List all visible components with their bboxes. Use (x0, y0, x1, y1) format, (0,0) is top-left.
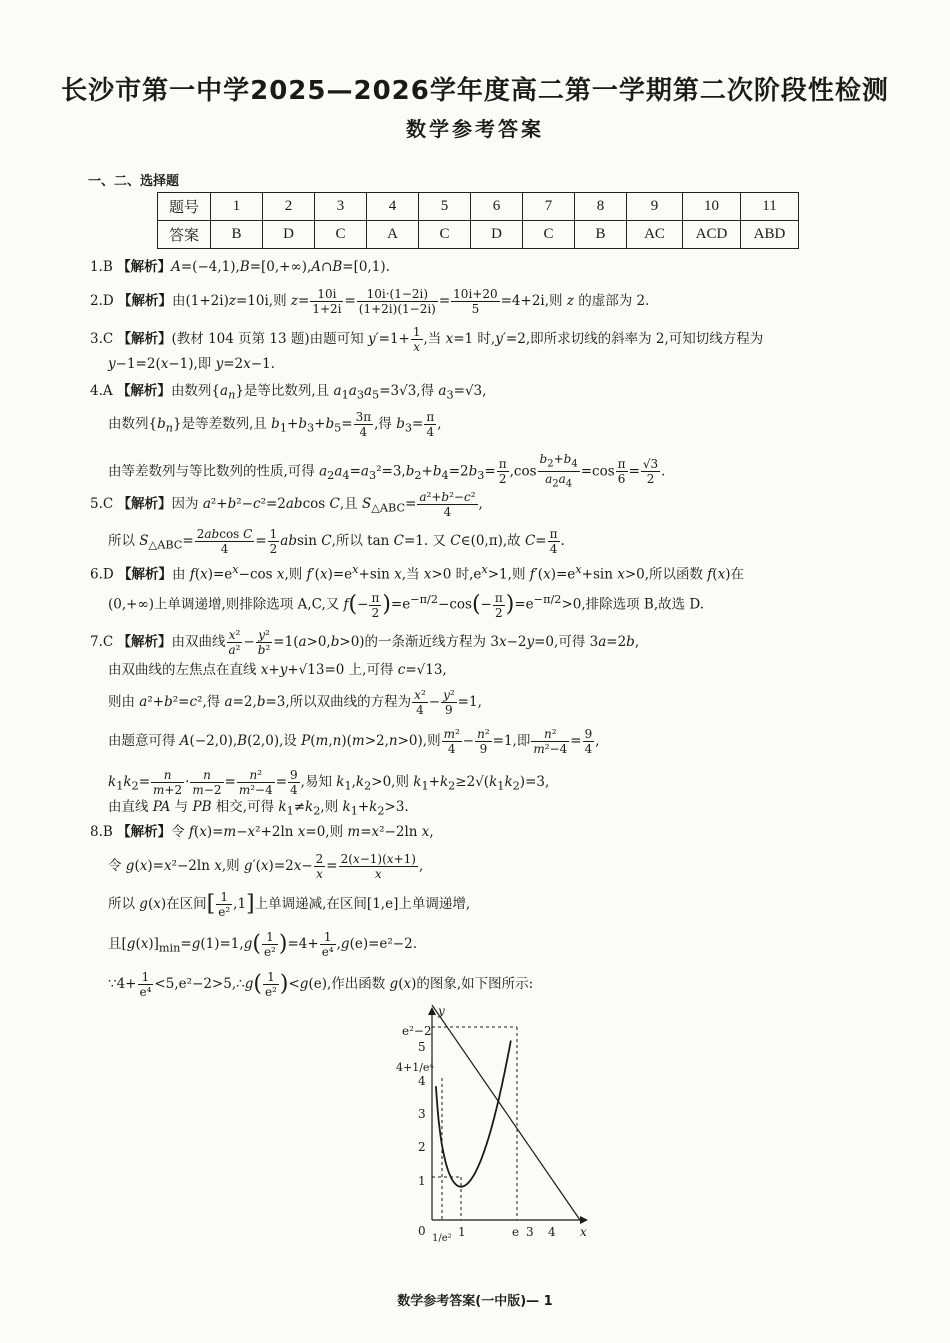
solution-7-f: 由直线 PA 与 PB 相交,可得 $k_1\ne k_2$,则 $k_1+k_2>3$. (108, 799, 409, 818)
item-number: 7.C (90, 634, 114, 650)
table-cell: ABD (741, 221, 799, 249)
x-special-label: e (512, 1225, 520, 1239)
solution-7-e: $k_1k_2=$ $\frac{n}{m+2}$ · $\frac{n}{m-2}$ = $\frac{\text{n²}}{\text{m²−4}}$ = $\frac{9}{4}$ ,易知 $k_1,k_2>0$,则 $k_1+k_2\ge 2√(k_1k_2)=3$, (108, 768, 550, 797)
solution-8-b: 令 g(x)=x²−2ln x,则 g′(x)=2x− $\frac{2}{x}$ = $\frac{2(x-1)(x+1)}{x}$ , (108, 852, 424, 881)
item-number: 2.D (90, 293, 114, 309)
x-tick-label: 4 (548, 1225, 556, 1239)
table-cell: C (523, 221, 575, 249)
table-cell: AC (627, 221, 683, 249)
x-special-label: 1/e² (432, 1233, 452, 1244)
analysis-tag: 【解析】 (118, 293, 173, 309)
y-tick-label: 2 (418, 1140, 426, 1154)
analysis-tag: 【解析】 (118, 566, 173, 583)
solution-8-d: 且$[g(x)]_{min}=g(1)=1,g$( $\frac{1}{\text{e²}}$ )=4+ $\frac{1}{\text{e⁴}}$ ,g(e)=e²−2. (108, 930, 417, 959)
item-number: 1.B (90, 259, 113, 275)
analysis-tag: 【解析】 (117, 259, 172, 275)
x-axis-arrow (580, 1216, 588, 1224)
item-number: 8.B (90, 824, 113, 840)
x-axis-label: x (580, 1225, 587, 1239)
item-number: 4.A (90, 383, 113, 399)
table-cell: 3 (315, 193, 367, 221)
page-subtitle: 数学参考答案 (406, 117, 544, 141)
solution-5-b: 所以 $S_{\triangle ABC}=$ $\frac{\text{2abcos C}}{4}$ = $\frac{1}{2}$ absin C,所以 tan C=1. 又 C∈(0,π),故 C= $\frac{\pi}{4}$ . (108, 527, 565, 556)
x-tick-label: 3 (526, 1225, 534, 1239)
y-tick-label: 4 (418, 1074, 426, 1088)
item-number: 5.C (90, 496, 114, 512)
table-cell: D (263, 221, 315, 249)
item-number: 6.D (90, 566, 114, 583)
table-cell: 8 (575, 193, 627, 221)
table-cell: 2 (263, 193, 315, 221)
table-cell: 10 (683, 193, 741, 221)
table-row (158, 193, 799, 221)
solution-3: 3.C 【解析】(教材 104 页第 13 题)由题可知 y′=1+ $\frac{1}{x}$ ,当 x=1 时,y′=2,即所求切线的斜率为 2,可知切线方程为 (90, 325, 764, 354)
g-curve (436, 1041, 511, 1187)
solution-7-b: 由双曲线的左焦点在直线 x+y+√13=0 上,可得 c=√13, (108, 662, 447, 678)
analysis-tag: 【解析】 (116, 383, 171, 399)
table-cell: D (471, 221, 523, 249)
page-title: 长沙市第一中学2025—2026学年度高二第一学期第二次阶段性检测 (61, 76, 889, 106)
y-special-label: 4+1/e⁴ (396, 1061, 434, 1074)
analysis-tag: 【解析】 (117, 634, 172, 650)
solution-6: 6.D 【解析】由 $f(x)=e^x-\cos$ x,则 $f'(x)=e^x+\sin$ x,当 x>0 时$,e^x>1$,则 $f'(x)=e^x+\sin$ x>0,所以函数 f(x)在 (90, 563, 744, 583)
solution-4-b: 由数列$\{b_n\}$是等差数列,且 $b_1+b_3+b_5=$ $\frac{3\pi}{4}$ ,得 $b_3=$ $\frac{\pi}{4}$ , (108, 410, 442, 439)
solution-8: 8.B 【解析】令 f(x)=m−x²+2ln x=0,则 m=x²−2ln x, (90, 824, 434, 840)
table-cell: 4 (367, 193, 419, 221)
solution-4: 4.A 【解析】由数列$\{a_n\}$是等比数列,且 $a_1a_3a_5=3√3$,得 $a_3=√3$, (90, 383, 487, 402)
solution-1: 1.B 【解析】A=(−4,1),B=[0,+∞),A∩B=[0,1). (90, 259, 390, 275)
solution-7-c: 则由 a²+b²=c²,得 a=2,b=3,所以双曲线的方程为 $\frac{\text{x²}}{4}$ − $\frac{\text{y²}}{9}$ =1, (108, 688, 482, 717)
row-label: 答案 (158, 221, 211, 249)
table-cell: ACD (683, 221, 741, 249)
y-special-label: e²−2 (402, 1024, 432, 1038)
x-axis (432, 1005, 580, 1220)
solution-5: 5.C 【解析】因为 a²+b²−c²=2abcos C,且 $S_{\triangle ABC}=$ $\frac{\text{a²+b²−c²}}{4}$ , (90, 490, 483, 519)
table-cell: A (367, 221, 419, 249)
row-label: 题号 (158, 193, 211, 221)
x-tick-label: 1 (458, 1225, 466, 1239)
analysis-tag: 【解析】 (117, 496, 172, 512)
table-cell: 7 (523, 193, 575, 221)
table-cell: 6 (471, 193, 523, 221)
y-tick-label: 5 (418, 1040, 426, 1054)
table-cell: C (419, 221, 471, 249)
solution-2: 2.D 【解析】由(1+2i)z=10i,则 z= $\frac{10i}{1+2i}$ = $\frac{10i\cdot(1-2i)}{(1+2i)(1-2i)}$ = $\frac{10i+20}{5}$ =4+2i,则 z 的虚部为 2. (90, 287, 650, 316)
table-cell: 5 (419, 193, 471, 221)
y-tick-label: 1 (418, 1174, 426, 1188)
section-heading: 一、二、选择题 (88, 174, 180, 189)
solution-4-c: 由等差数列与等比数列的性质,可得 $a_2a_4=a_3^2=3,b_2+b_4=2b_3=$ $\frac{\pi}{2}$ ,cos $\frac{b_2+b_4}{a_2a_4}$ =cos $\frac{\pi}{6}$ = $\frac{√3}{2}$ . (108, 452, 666, 490)
solution-7: 7.C 【解析】由双曲线 $\frac{\text{x²}}{\text{a²}}$ − $\frac{\text{y²}}{\text{b²}}$ =1(a>0,b>0)的一条渐近线方程为 3x−2y=0,可得 3a=2b, (90, 628, 640, 657)
solution-7-d: 由题意可得 A(−2,0),B(2,0),设 P(m,n)(m>2,n>0),则 $\frac{\text{m²}}{4}$ − $\frac{\text{n²}}{9}$ =1,即 $\frac{\text{n²}}{\text{m²−4}}$ = $\frac{9}{4}$ , (108, 727, 600, 756)
answer-table (157, 192, 799, 249)
y-axis-label: y (438, 1005, 445, 1018)
table-cell: 1 (211, 193, 263, 221)
table-row (158, 221, 799, 249)
solution-8-e: ∵4+ $\frac{1}{\text{e⁴}}$ <5,e²−2>5,∴g( $\frac{1}{\text{e²}}$ )<g(e),作出函数 g(x)的图象,如下图所示: (108, 970, 534, 999)
table-cell: 9 (627, 193, 683, 221)
table-cell: C (315, 221, 367, 249)
solution-8-c: 所以 g(x)在区间[ $\frac{1}{\text{e²}}$ ,1]上单调递减,在区间[1,e]上单调递增, (108, 890, 471, 919)
table-cell: B (211, 221, 263, 249)
origin-label: 0 (418, 1224, 426, 1238)
analysis-tag: 【解析】 (117, 331, 172, 347)
table-cell: 11 (741, 193, 799, 221)
solution-3-cont: y−1=2(x−1),即 y=2x−1. (108, 356, 275, 372)
function-graph (380, 1005, 590, 1245)
analysis-tag: 【解析】 (117, 824, 172, 840)
page-footer: 数学参考答案(一中版)— 1 (397, 1294, 553, 1309)
item-number: 3.C (90, 331, 114, 347)
y-tick-label: 3 (418, 1107, 426, 1121)
table-cell: B (575, 221, 627, 249)
solution-6-b: (0,+∞)上单调递增,则排除选项 A,C,又 f(− $\frac{\pi}{2}$ )$=e^{-\pi/2}-\cos(-$ $\frac{\pi}{2}$ )$=e^{-\pi/2}>0$,排除选项 B,故选 D. (108, 590, 705, 620)
